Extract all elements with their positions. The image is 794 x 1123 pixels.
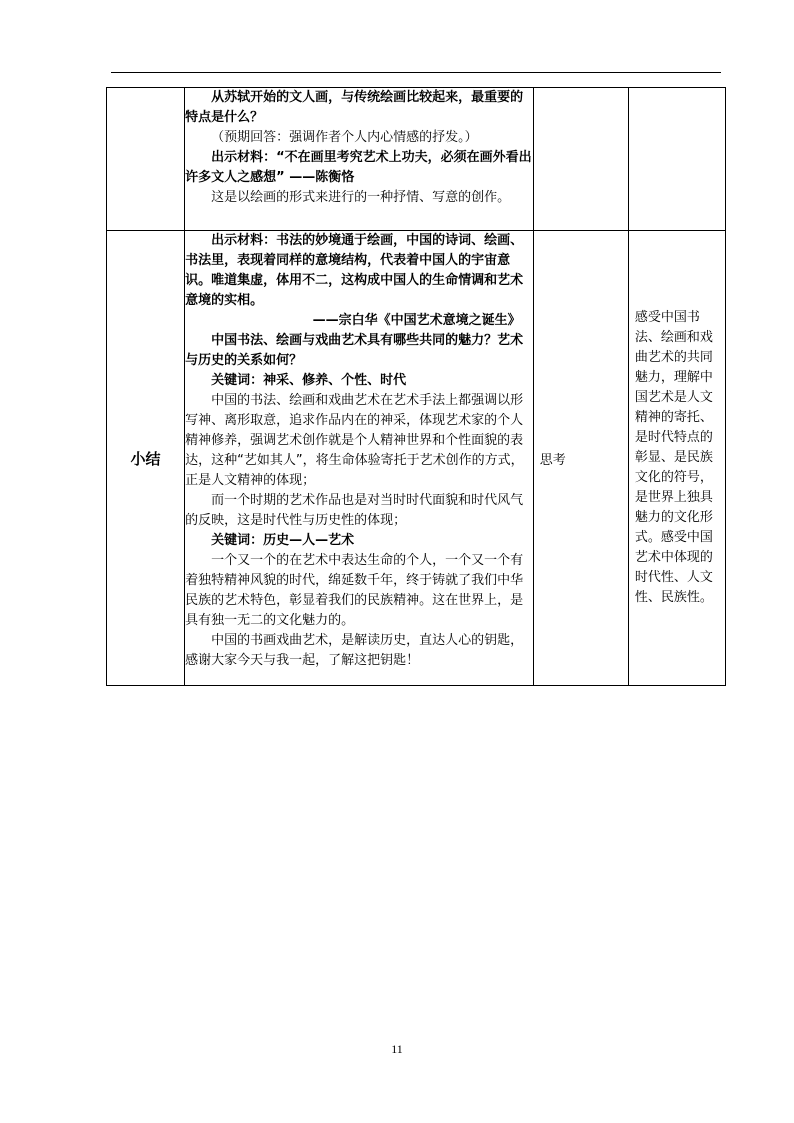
page-number: 11 — [391, 1042, 403, 1056]
activity-cell: 思考 — [533, 231, 628, 686]
activity-cell — [533, 88, 628, 231]
keywords-heading: 关键词：神采、修养、个性、时代 — [211, 373, 407, 388]
keywords-heading: 关键词：历史—人—艺术 — [211, 533, 355, 548]
attribution: ——宗白华《中国艺术意境之诞生》 — [312, 313, 521, 328]
table-row — [107, 88, 726, 231]
paragraph: （预期回答：强调作者个人内心情感的抒发。） — [211, 130, 478, 145]
purpose-cell — [628, 88, 725, 231]
paragraph: 中国的书法、绘画和戏曲艺术在艺术手法上都强调以形写神、离形取意，追求作品内在的神采，体现艺术家的个人精神修养，强调艺术创作就是个人精神世界和个性面貌的表达，这种“艺如其人”，将生命体验寄托于艺术创作的方式，正是人文精神的体现； — [185, 393, 524, 488]
content-cell — [185, 88, 534, 231]
purpose-cell: 感受中国书法、绘画和戏曲艺术的共同魅力，理解中国艺术是人文精神的寄托、是时代特点的彰显、是民族文化的符号，是世界上独具魅力的文化形式。感受中国艺术中体现的时代性、人文性、民族性。 — [628, 231, 725, 686]
paragraph: 一个又一个的在艺术中表达生命的个人，一个又一个有着独特精神风貌的时代，绵延数千年，终于铸就了我们中华民族的艺术特色，彰显着我们的民族精神。这在世界上，是具有独一无二的文化魅力的。 — [185, 553, 524, 628]
paragraph: 出示材料：书法的妙境通于绘画，中国的诗词、绘画、书法里，表现着同样的意境结构，代表着中国人的宇宙意识。唯道集虚，体用不二，这构成中国人的生命情调和艺术意境的实相。 — [185, 233, 524, 308]
content-cell — [185, 231, 534, 686]
paragraph: 中国的书画戏曲艺术，是解读历史，直达人心的钥匙，感谢大家今天与我一起，了解这把钥匙！ — [185, 633, 524, 668]
paragraph: 出示材料：“不在画里考究艺术上功夫，必须在画外看出许多文人之感想” ——陈衡恪 — [185, 150, 532, 185]
paragraph: 从苏轼开始的文人画，与传统绘画比较起来，最重要的特点是什么？ — [185, 90, 524, 125]
lesson-plan-table — [106, 87, 726, 686]
paragraph: 中国书法、绘画与戏曲艺术具有哪些共同的魅力？艺术与历史的关系如何？ — [185, 333, 524, 368]
paragraph: 这是以绘画的形式来进行的一种抒情、写意的创作。 — [211, 190, 511, 205]
table-row — [107, 231, 726, 686]
header-rule — [111, 72, 721, 73]
paragraph: 而一个时期的艺术作品也是对当时时代面貌和时代风气的反映，这是时代性与历史性的体现； — [185, 493, 524, 528]
section-label-cell — [107, 88, 185, 231]
section-label-cell: 小结 — [107, 231, 185, 686]
